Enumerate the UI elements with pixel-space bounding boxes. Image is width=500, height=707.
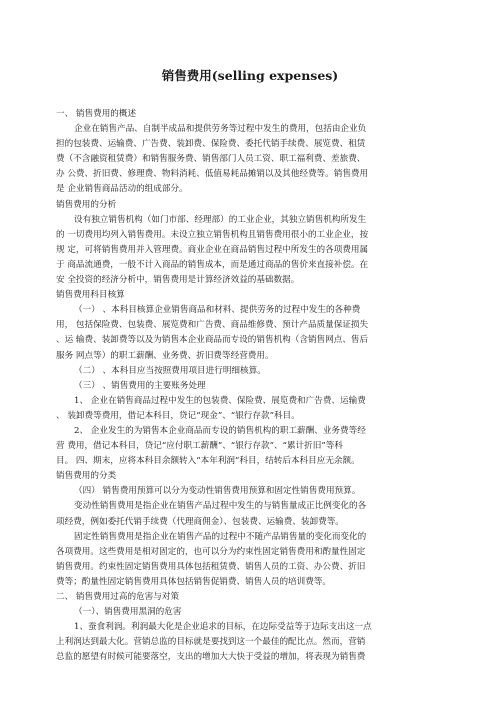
text-line: （二） 、本科目应当按照费用项目进行明细核算。 bbox=[74, 365, 266, 376]
text-line: 变动性销售费用是指企业在销售产品过程中发生的与销售量成正比例变化的各 bbox=[74, 501, 367, 512]
text-line: 2、 企业发生的为销售本企业商品而专设的销售机构的职工薪酬、业务费等经 bbox=[74, 425, 366, 436]
text-line: 、 装卸费等费用，借记本科目，贷记“现金”、“银行存款”科目。 bbox=[56, 410, 300, 421]
text-line: 目。 四、期末，应将本科目余额转入“本年利润”科目，结转后本科目应无余额。 bbox=[56, 456, 360, 467]
text-line: 费（不含融资租赁费）和销售服务费、销售部门人员工资、职工福利费、差旅费、 bbox=[56, 154, 366, 165]
text-line: 规 定，可将销售费用并入管理费。商业企业在商品销售过程中所发生的各项费用属 bbox=[56, 244, 369, 255]
text-line: 销售费用的分类 bbox=[56, 471, 117, 482]
text-line: （一） 、本科目核算企业销售商品和材料、提供劳务的过程中发生的各种费 bbox=[74, 305, 361, 316]
text-line: 一、 销售费用的概述 bbox=[56, 109, 137, 119]
text-line: 安 全投资的经济分析中，销售费用是计算经济效益的基础数据。 bbox=[56, 275, 300, 286]
text-line: 用， 包括保险费、包装费、展览费和广告费、商品维修费、预计产品质量保证损失 bbox=[56, 320, 369, 331]
text-line: 销售费用。约束性固定销售费用具体包括租赁费、销售人员的工资、办公费、折旧 bbox=[56, 561, 366, 572]
text-line: 费等；酌量性固定销售费用具体包括销售促销费、销售人员的培训费等。 bbox=[56, 576, 332, 587]
text-line: 是 企业销售商品活动的组成部分。 bbox=[56, 184, 188, 195]
text-line: 设有独立销售机构（如门市部、经理部）的工业企业，其独立销售机构所发生 bbox=[74, 214, 367, 225]
text-line: 营 费用，借记本科目，贷记“应付职工薪酬”、“银行存款”、“累计折旧”等科 bbox=[56, 441, 343, 452]
text-line: 项经费，例如委托代销手续费（代理商佣金）、包装费、运输费、装卸费等。 bbox=[56, 516, 344, 527]
document-title: 销售费用(selling expenses) bbox=[161, 68, 339, 83]
document-body bbox=[56, 107, 460, 665]
text-line: 、运 输费、装卸费等以及为销售本企业商品而专设的销售机构（含销售网点、售后 bbox=[56, 335, 369, 346]
text-line: 企业在销售产品、自制半成品和提供劳务等过程中发生的费用，包括由企业负 bbox=[74, 124, 367, 135]
text-line: 总监的愿望有时候可能要落空，支出的增加大大快于受益的增加，将表现为销售费 bbox=[56, 652, 366, 663]
text-line: 上利润达到最大化。营销总监的目标就是要找到这一个最佳的配比点。然而，营销 bbox=[56, 637, 366, 648]
text-line: （一）、销售费用黑洞的危害 bbox=[74, 607, 182, 618]
text-line: 二、 销售费用过高的危害与对策 bbox=[56, 592, 180, 602]
text-line: 1、 企业在销售商品过程中发生的包装费、保险费、展览费和广告费、运输费 bbox=[74, 395, 366, 406]
text-line: 办 公费、折旧费、修理费、物料消耗、低值易耗品摊销以及其他经费等。销售费用 bbox=[56, 169, 369, 180]
text-line: （三） 、销售费用的主要账务处理 bbox=[74, 380, 206, 391]
text-line: 担的包装费、运输费、广告费、装卸费、保险费、委托代销手续费、展览费、租赁 bbox=[56, 139, 366, 150]
text-line: 各项费用。这些费用是相对固定的，也可以分为约束性固定销售费用和酌量性固定 bbox=[56, 546, 366, 557]
text-line: 的 一切费用均列入销售费用。未设立独立销售机构且销售费用很小的工业企业，按 bbox=[56, 229, 369, 240]
text-line: 服务 网点等）的职工薪酬、业务费、折旧费等经营费用。 bbox=[56, 350, 274, 361]
text-line: 固定性销售费用是指企业在销售产品的过程中不随产品销售量的变化而变化的 bbox=[74, 531, 367, 542]
text-line: 1、蚕食利润。利润最大化是企业追求的目标，在边际受益等于边际支出这一点 bbox=[74, 622, 372, 633]
text-line: （四） 销售费用预算可以分为变动性销售费用预算和固定性销售费用预算。 bbox=[74, 486, 361, 497]
text-line: 销售费用科目核算 bbox=[56, 290, 125, 301]
text-line: 于 商品流通费，一般不计入商品的销售成本，而是通过商品的售价来直接补偿。在 bbox=[56, 259, 369, 270]
text-line: 销售费用的分析 bbox=[56, 199, 117, 210]
